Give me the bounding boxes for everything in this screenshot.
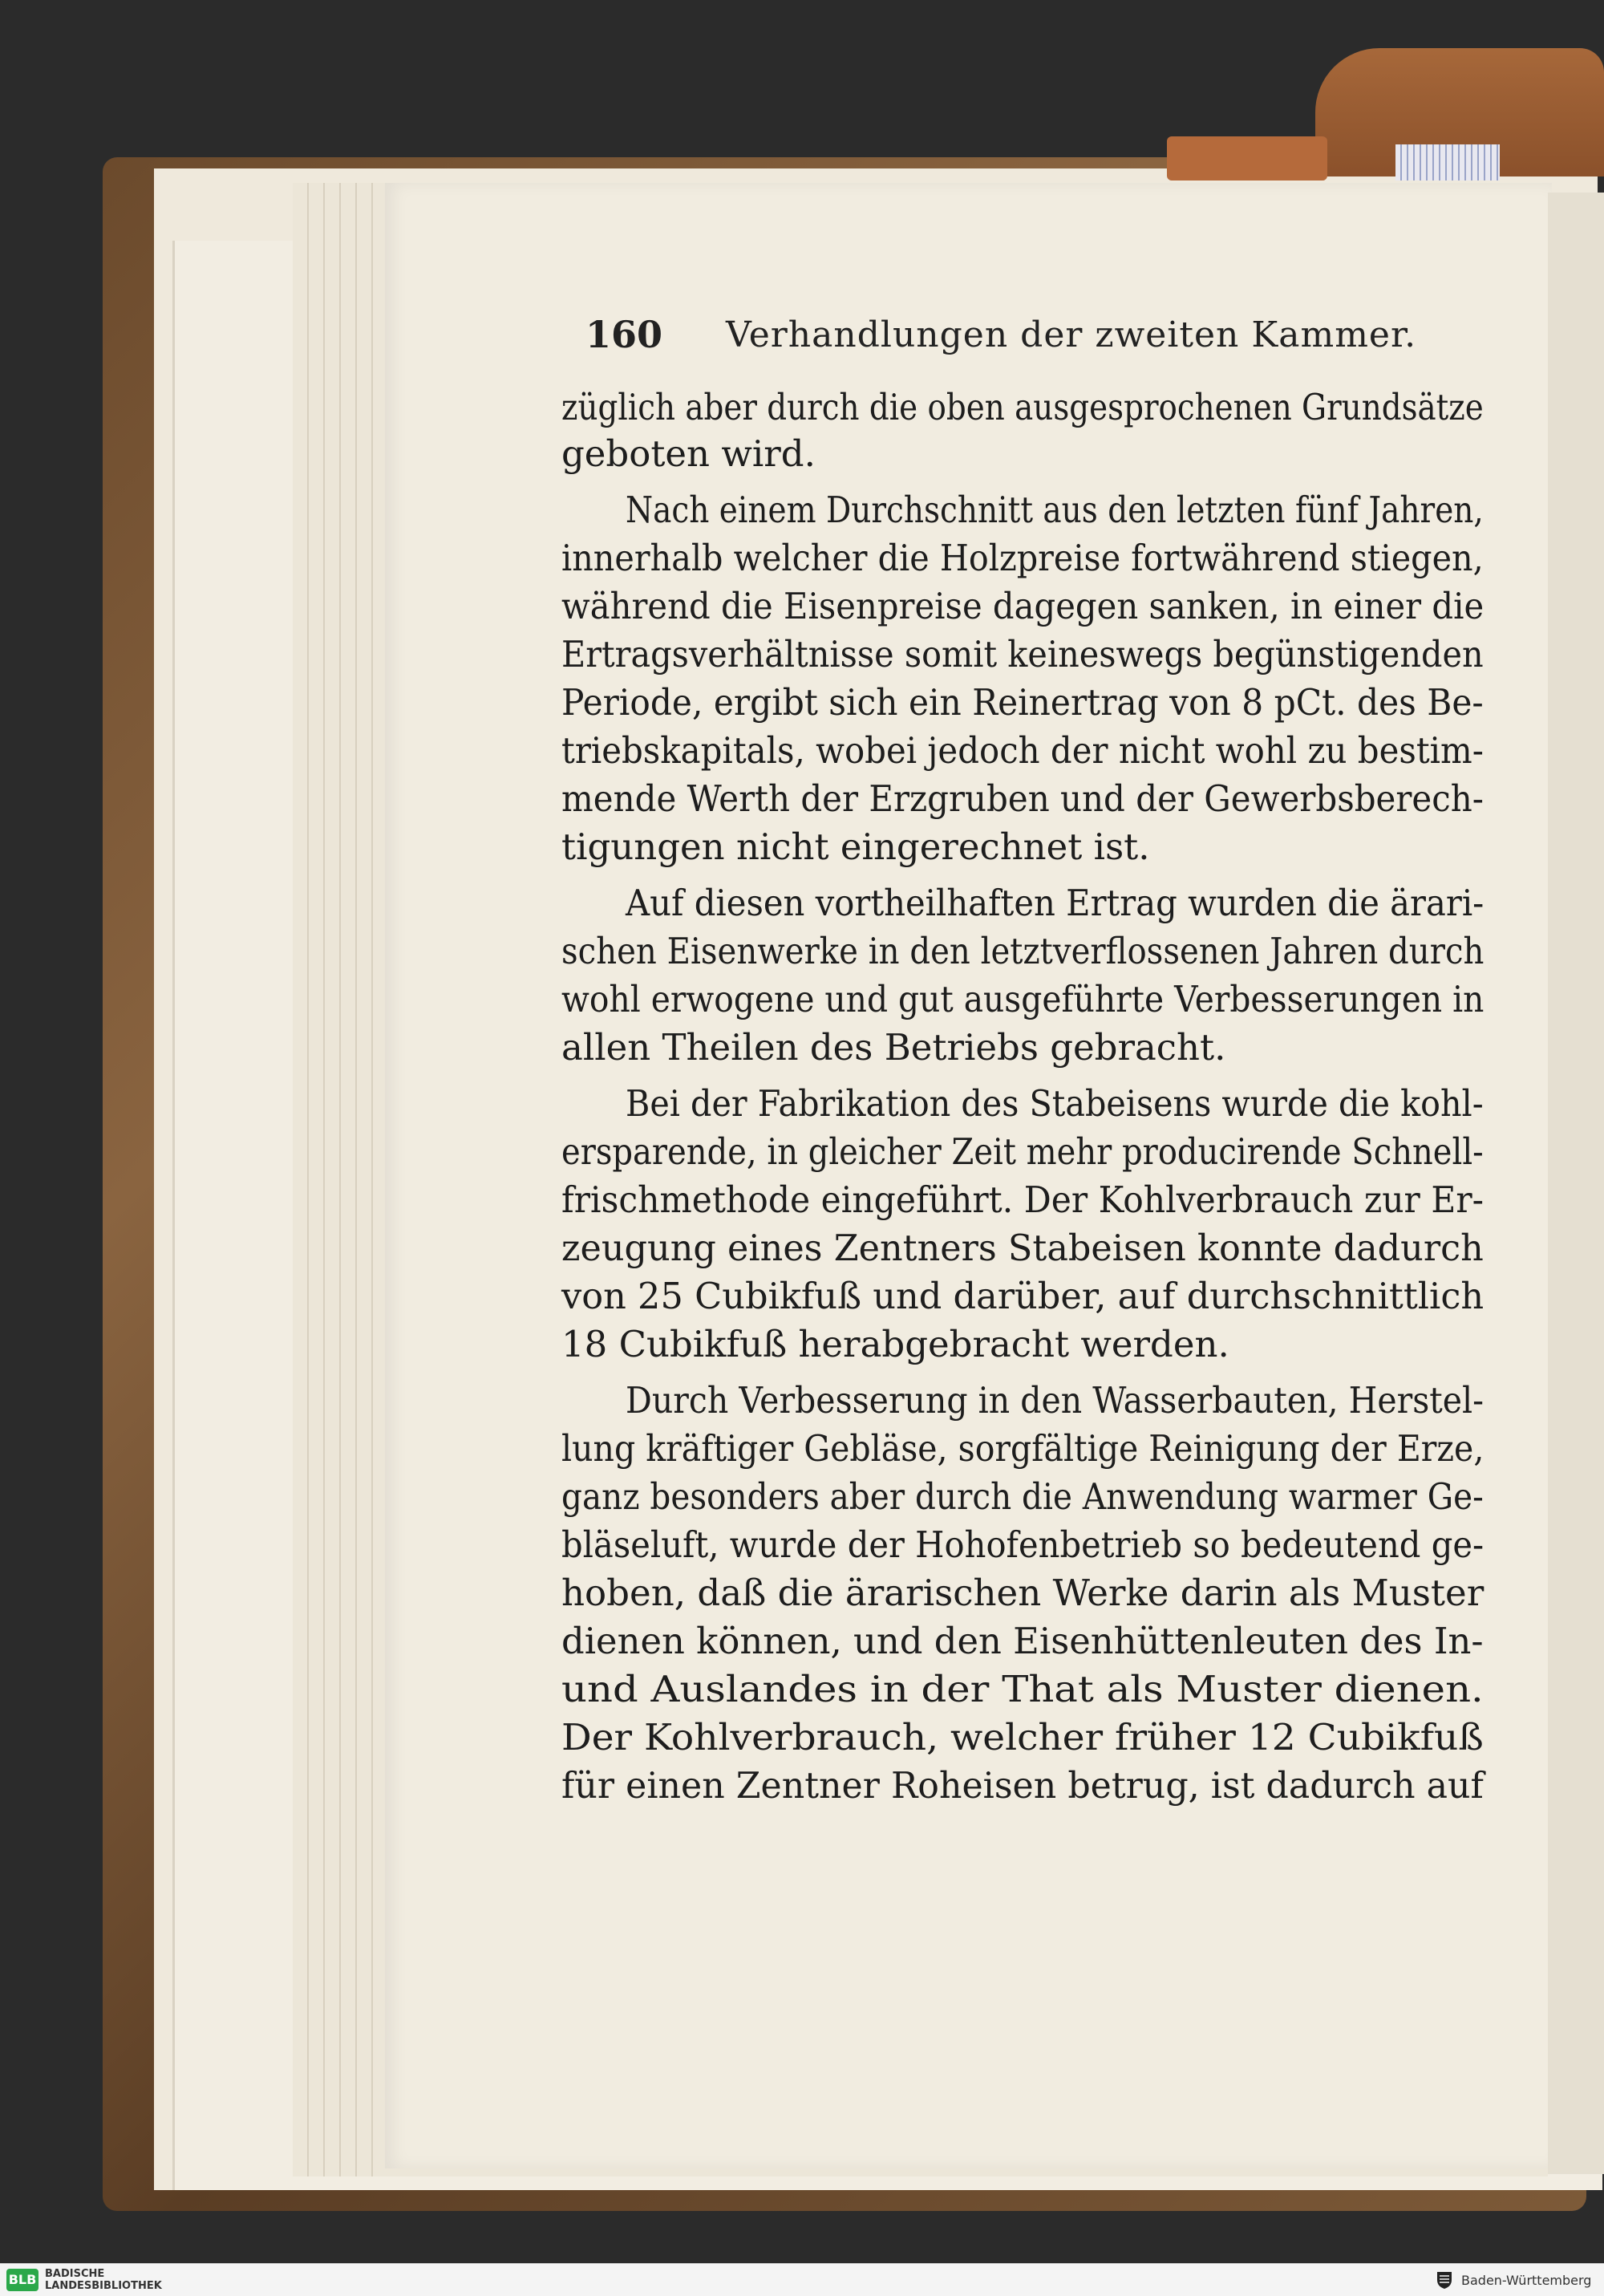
library-name: BADISCHE LANDESBIBLIOTHEK bbox=[45, 2268, 162, 2292]
text-line: zeugung eines Zentners Stabeisen konnte dadurch bbox=[561, 1227, 1484, 1269]
text-line: Nach einem Durchschnitt aus den letzten fünf Jahren, bbox=[626, 489, 1484, 531]
text-line: mende Werth der Erzgruben und der Gewerbsberech- bbox=[561, 777, 1484, 820]
bookmark-cloth bbox=[1395, 144, 1500, 181]
text-line: frischmethode eingeführt. Der Kohlverbrauch zur Er- bbox=[561, 1178, 1484, 1221]
text-line: Ertragsverhältnisse somit keineswegs begünstigenden bbox=[561, 633, 1484, 675]
text-line: dienen können, und den Eisenhüttenleuten des In- bbox=[561, 1620, 1484, 1662]
text-line: ersparende, in gleicher Zeit mehr producirende Schnell- bbox=[561, 1130, 1484, 1173]
text-line: Auf diesen vortheilhaften Ertrag wurden die ärari- bbox=[626, 882, 1485, 924]
running-title: Verhandlungen der zweiten Kammer. bbox=[726, 314, 1417, 355]
text-line: Der Kohlverbrauch, welcher früher 12 Cubikfuß bbox=[561, 1716, 1484, 1759]
text-line: triebskapitals, wobei jedoch der nicht wohl zu bestim- bbox=[561, 729, 1484, 772]
page-header bbox=[585, 313, 1484, 369]
text-line: schen Eisenwerke in den letztverflossenen Jahren durch bbox=[561, 930, 1485, 972]
text-line: ganz besonders aber durch die Anwendung warmer Ge- bbox=[561, 1475, 1484, 1518]
text-line: Durch Verbesserung in den Wasserbauten, Herstel- bbox=[626, 1379, 1485, 1422]
text-line: 18 Cubikfuß herabgebracht werden. bbox=[561, 1323, 1229, 1365]
baden-wuerttemberg-crest-icon bbox=[1436, 2270, 1453, 2290]
text-line: bläseluft, wurde der Hohofenbetrieb so bedeutend ge- bbox=[561, 1523, 1485, 1566]
text-line: Bei der Fabrikation des Stabeisens wurde die kohl- bbox=[626, 1082, 1484, 1125]
text-line: tigungen nicht eingerechnet ist. bbox=[561, 826, 1150, 868]
viewer-footer bbox=[0, 2263, 1604, 2296]
text-line: wohl erwogene und gut ausgeführte Verbesserungen in bbox=[561, 978, 1485, 1020]
page-number: 160 bbox=[585, 313, 663, 356]
blb-logo-icon: BLB bbox=[6, 2269, 38, 2291]
text-line: Periode, ergibt sich ein Reinertrag von 8 pCt. des Be- bbox=[561, 681, 1484, 724]
text-line: für einen Zentner Roheisen betrug, ist dadurch auf bbox=[561, 1764, 1484, 1807]
text-line: geboten wird. bbox=[561, 432, 816, 475]
text-line: und Auslandes in der That als Muster dienen. bbox=[561, 1668, 1484, 1710]
state-name: Baden-Württemberg bbox=[1461, 2273, 1592, 2288]
facing-page-edge bbox=[1548, 193, 1604, 2174]
text-line: lung kräftiger Gebläse, sorgfältige Reinigung der Erze, bbox=[561, 1427, 1485, 1470]
text-line: von 25 Cubikfuß und darüber, auf durchschnittlich bbox=[561, 1275, 1485, 1317]
text-line: hoben, daß die ärarischen Werke darin als Muster bbox=[561, 1572, 1485, 1614]
bookmark-tab bbox=[1167, 136, 1327, 181]
text-line: züglich aber durch die oben ausgesprochenen Grundsätze bbox=[561, 386, 1484, 428]
text-line: allen Theilen des Betriebs gebracht. bbox=[561, 1026, 1226, 1069]
text-line: während die Eisenpreise dagegen sanken, in einer die bbox=[561, 585, 1485, 627]
text-line: innerhalb welcher die Holzpreise fortwährend stiegen, bbox=[561, 537, 1484, 579]
